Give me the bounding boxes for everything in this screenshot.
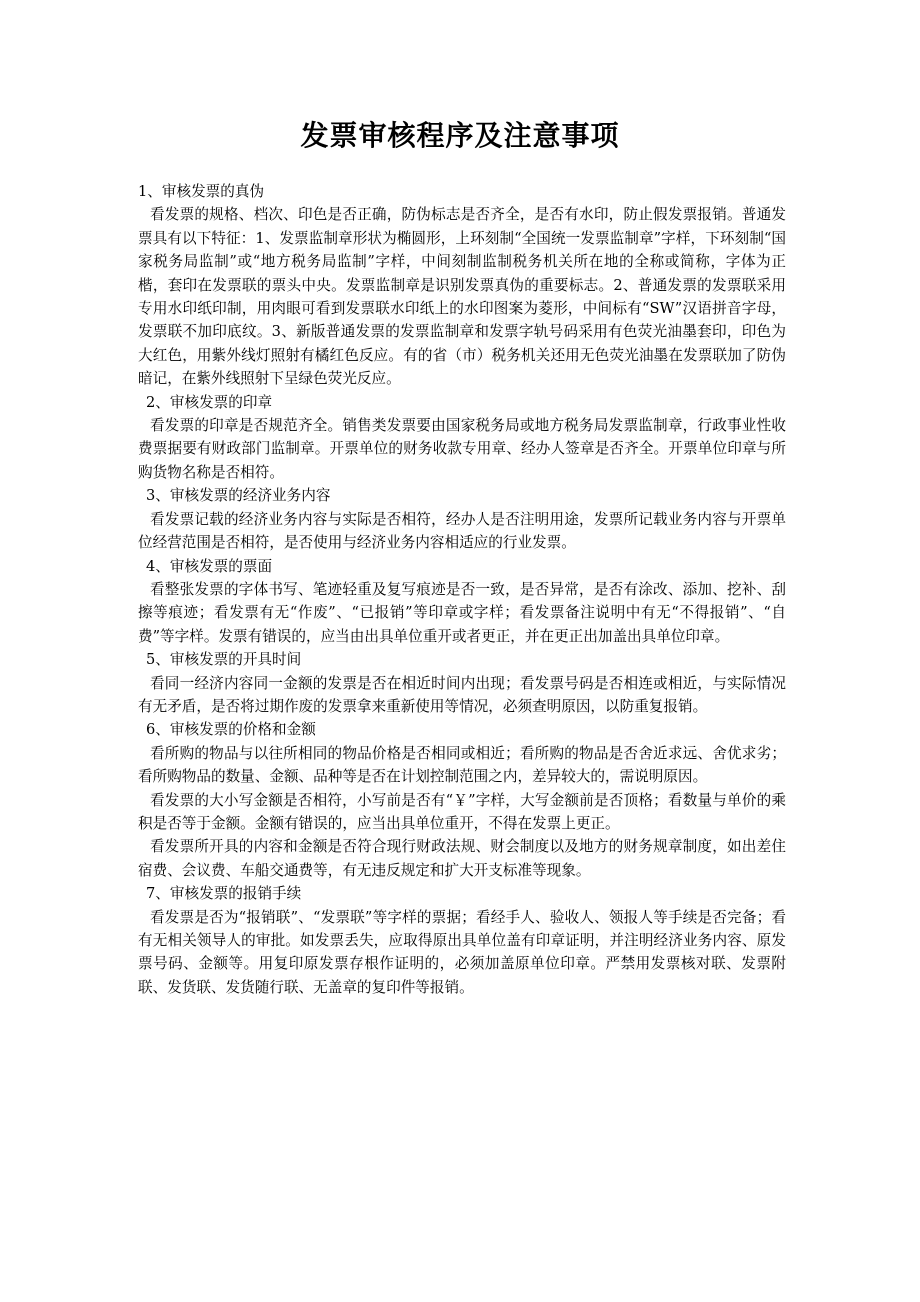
document-body	[138, 180, 786, 999]
section-7-paragraph-1: 看发票是否为“报销联”、“发票联”等字样的票据；看经手人、验收人、领报人等手续是否完备；看有无相关领导人的审批。如发票丢失，应取得原出具单位盖有印章证明，并注明经济业务内容、原发票号码、金额等。用复印原发票存根作证明的，必须加盖原单位印章。严禁用发票核对联、发票附联、发货联、发货随行联、无盖章的复印件等报销。	[138, 908, 786, 996]
section-6-paragraph-2: 看发票的大小写金额是否相符，小写前是否有“￥”字样，大写金额前是否顶格；看数量与单价的乘积是否等于金额。金额有错误的，应当出具单位重开，不得在发票上更正。	[138, 791, 786, 832]
section-heading-4: 4、审核发票的票面	[146, 557, 273, 575]
section-6-paragraph-3: 看发票所开具的内容和金额是否符合现行财政法规、财会制度以及地方的财务规章制度，如出差住宿费、会议费、车船交通费等，有无违反规定和扩大开支标准等现象。	[138, 838, 786, 879]
document-title: 发票审核程序及注意事项	[300, 119, 620, 152]
section-heading-7: 7、审核发票的报销手续	[146, 885, 302, 903]
section-heading-1: 1、审核发票的真伪	[138, 183, 265, 200]
section-heading-3: 3、审核发票的经济业务内容	[146, 487, 331, 505]
section-heading-2: 2、审核发票的印章	[146, 393, 273, 411]
section-2-paragraph-1: 看发票的印章是否规范齐全。销售类发票要由国家税务局或地方税务局发票监制章，行政事业性收费票据要有财政部门监制章。开票单位的财务收款专用章、经办人签章是否齐全。开票单位印章与所购货物名称是否相符。	[138, 417, 786, 481]
section-5-paragraph-1: 看同一经济内容同一金额的发票是否在相近时间内出现；看发票号码是否相连或相近，与实际情况有无矛盾，是否将过期作废的发票拿来重新使用等情况，必须查明原因，以防重复报销。	[138, 674, 786, 715]
section-heading-5: 5、审核发票的开具时间	[146, 651, 302, 669]
section-4-paragraph-1: 看整张发票的字体书写、笔迹轻重及复写痕迹是否一致，是否异常，是否有涂改、添加、挖补、刮擦等痕迹；看发票有无“作废”、“已报销”等印章或字样；看发票备注说明中有无“不得报销”、“自费”等字样。发票有错误的，应当由出具单位重开或者更正，并在更正出加盖出具单位印章。	[138, 580, 786, 645]
section-1-paragraph-1: 看发票的规格、档次、印色是否正确，防伪标志是否齐全，是否有水印，防止假发票报销。普通发票具有以下特征：1、发票监制章形状为椭圆形，上环刻制“全国统一发票监制章”字样，下环刻制“国家税务局监制”或“地方税务局监制”字样，中间刻制监制税务机关所在地的全称或简称，字体为正楷，套印在发票联的票头中央。发票监制章是识别发票真伪的重要标志。2、普通发票的发票联采用专用水印纸印制，用肉眼可看到发票联水印纸上的水印图案为菱形，中间标有“SW”汉语拼音字母，发票联不加印底纹。3、新版普通发票的发票监制章和发票字轨号码采用有色荧光油墨套印，印色为大红色，用紫外线灯照射有橘红色反应。有的省（市）税务机关还用无色荧光油墨在发票联加了防伪暗记，在紫外线照射下呈绿色荧光反应。	[138, 206, 786, 388]
section-6-paragraph-1: 看所购的物品与以往所相同的物品价格是否相同或相近；看所购的物品是否舍近求远、舍优求劣；看所购物品的数量、金额、品种等是否在计划控制范围之内，差异较大的，需说明原因。	[138, 744, 786, 786]
section-heading-6: 6、审核发票的价格和金额	[146, 721, 316, 739]
section-3-paragraph-1: 看发票记载的经济业务内容与实际是否相符，经办人是否注明用途，发票所记载业务内容与开票单位经营范围是否相符，是否使用与经济业务内容相适应的行业发票。	[138, 510, 786, 552]
